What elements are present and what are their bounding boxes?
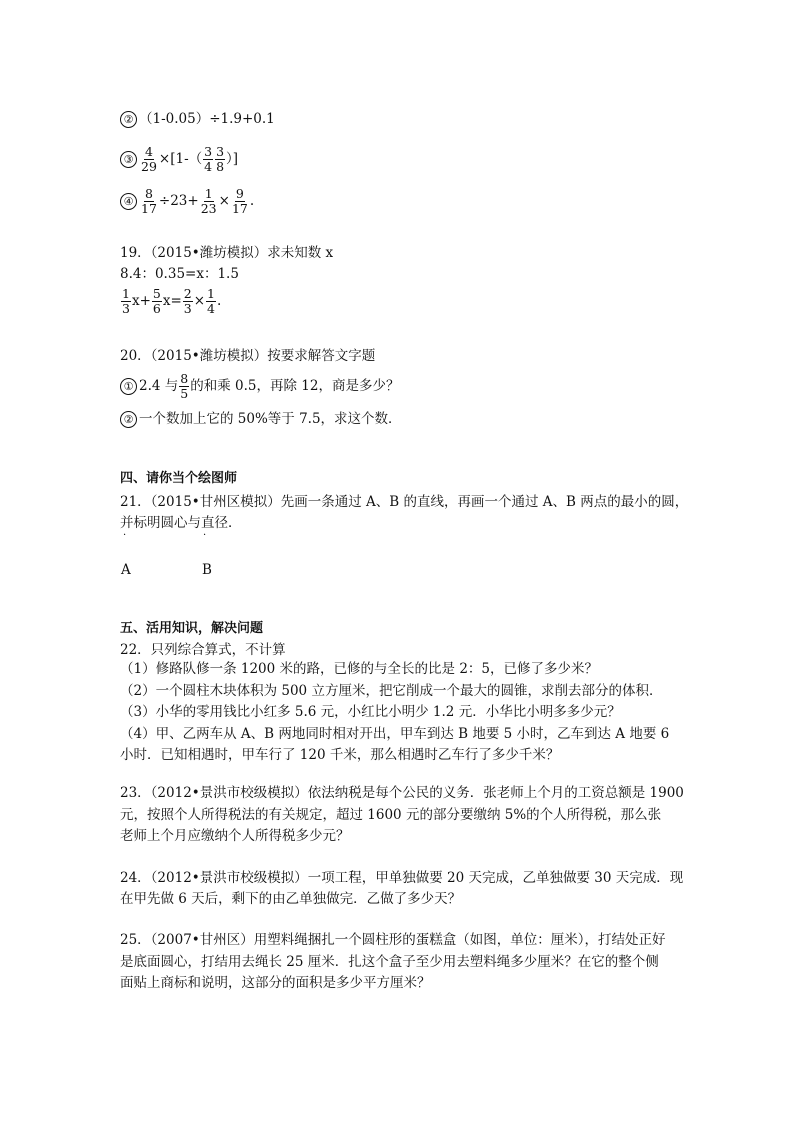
q21-text-line-1: 21．（2015•甘州区模拟）先画一条通过 A、B 的直线，再画一个通过 A、B 两点的最小的圆，	[120, 494, 689, 510]
q22-item: （3）小华的零用钱比小红多 5.6 元，小红比小明少 1.2 元．小华比小明多多少元？	[120, 704, 621, 720]
q25-line: 25．（2007•甘州区）用塑料绳捆扎一个圆柱形的蛋糕盒（如图，单位：厘米），打结处正好	[120, 932, 666, 948]
q20-item-1: ① 2.4 与 $\frac{8}{5}$ 的和乘 0.5，再除 12，商是多少？	[120, 372, 399, 401]
q22-item: 小时．已知相遇时，甲车行了 120 千米，那么相遇时乙车行了多少千米？	[120, 747, 560, 763]
q22-heading: 22．只列综合算式，不计算	[120, 642, 286, 658]
q19-heading: 19．（2015•潍坊模拟）求未知数 x	[120, 245, 334, 261]
fraction: $\frac{8}{5}$	[180, 371, 189, 401]
circled-number-3: ③	[120, 151, 137, 168]
point-a-label: A	[121, 562, 131, 578]
circled-number-2: ②	[120, 411, 137, 428]
circled-number-1: ①	[120, 378, 137, 395]
section-5-title: 五、活用知识，解决问题	[120, 621, 264, 636]
q22-item: （1）修路队修一条 1200 米的路，已修的与全长的比是 2：5，已修了多少米？	[120, 661, 598, 677]
section-4-title: 四、请你当个绘图师	[120, 471, 238, 486]
fraction: $\frac{8}{17}$	[141, 186, 157, 216]
q23-line: 老师上个月应缴纳个人所得税多少元？	[120, 828, 350, 844]
point-b-label: B	[202, 562, 212, 578]
fraction: $\frac{3}{8}$	[216, 144, 225, 174]
q18-item-4: ④ $\frac{8}{17}$ ÷23+ $\frac{1}{23}$ × $\frac{9}{17}$ .	[120, 187, 254, 216]
q22-item: （2）一个圆柱木块体积为 500 立方厘米，把它削成一个最大的圆锥，求削去部分的体积．	[120, 683, 663, 699]
q24-line: 24．（2012•景洪市校级模拟）一项工程，甲单独做要 20 天完成，乙单独做要 30 天完成．现	[120, 870, 684, 886]
fraction: $\frac{4}{29}$	[141, 144, 157, 174]
fraction: $\frac{1}{4}$	[207, 286, 215, 316]
fraction: $\frac{1}{23}$	[200, 186, 217, 216]
q24-line: 在甲先做 6 天后，剩下的由乙单独做完．乙做了多少天？	[120, 891, 462, 907]
q20-item-2: ② 一个数加上它的 50%等于 7.5，求这个数．	[120, 409, 402, 429]
circled-number-4: ④	[120, 193, 137, 210]
q18-item-2	[120, 109, 275, 129]
q23-line: 23．（2012•景洪市校级模拟）依法纳税是每个公民的义务．张老师上个月的工资总额是 1900	[120, 785, 684, 801]
fraction: $\frac{2}{3}$	[183, 286, 192, 316]
fraction: $\frac{9}{17}$	[231, 186, 248, 216]
q22-item: （4）甲、乙两车从 A、B 两地同时相对开出，甲车到达 B 地要 5 小时，乙车到达 A 地要 6	[120, 726, 670, 742]
fraction: $\frac{5}{6}$	[152, 286, 161, 316]
point-b-dot: ·	[203, 530, 207, 541]
q19-equation-1: 8.4：0.35=x：1.5	[120, 266, 239, 282]
fraction: $\frac{3}{4}$	[204, 144, 213, 174]
point-a-dot: ·	[123, 530, 127, 541]
q18-item-3: ③ $\frac{4}{29}$ ×[1-（ $\frac{3}{4}$ $\frac{3}{8}$ ）]	[120, 145, 238, 174]
q23-line: 元，按照个人所得税法的有关规定，超过 1600 元的部分要缴纳 5%的个人所得税，那么张	[120, 807, 662, 823]
circled-number-2: ②	[120, 111, 137, 128]
q18-item-2-expression: （1-0.05）÷1.9+0.1	[139, 111, 275, 127]
q19-equation-2: $\frac{1}{3}$ x+ $\frac{5}{6}$ x= $\frac{2}{3}$ × $\frac{1}{4}$ .	[122, 286, 222, 316]
q25-line: 面贴上商标和说明，这部分的面积是多少平方厘米？	[120, 975, 431, 991]
q21-text-line-2: 并标明圆心与直径．	[120, 515, 242, 531]
q20-heading: 20．（2015•潍坊模拟）按要求解答文字题	[120, 348, 376, 364]
q25-line: 是底面圆心，打结用去绳长 25 厘米．扎这个盒子至少用去塑料绳多少厘米？在它的整个侧	[120, 954, 659, 970]
fraction: $\frac{1}{3}$	[122, 286, 130, 316]
